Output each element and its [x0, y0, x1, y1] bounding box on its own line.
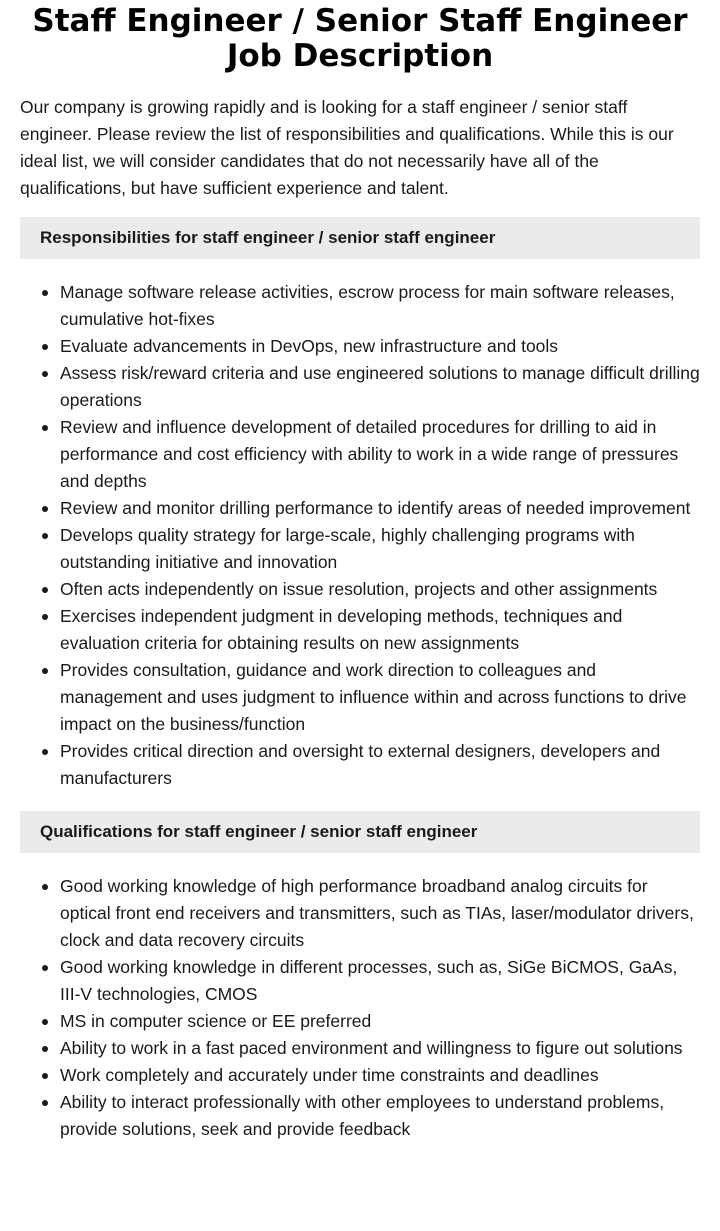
responsibilities-list — [20, 279, 700, 792]
list-item — [60, 333, 700, 360]
list-item-text: Provides consultation, guidance and work direction to colleagues and management and uses judgment to influence within and across functions to drive impact on the business/function — [60, 660, 687, 734]
bullet-icon — [42, 668, 48, 674]
job-description-page — [0, 4, 720, 1143]
list-item — [60, 1008, 700, 1035]
list-item-text: Good working knowledge in different processes, such as, SiGe BiCMOS, GaAs, III-V technologies, CMOS — [60, 957, 678, 1004]
bullet-icon — [42, 614, 48, 620]
list-item — [60, 1089, 700, 1143]
list-item-text: Review and monitor drilling performance to identify areas of needed improvement — [60, 498, 691, 518]
list-item-text: Work completely and accurately under time constraints and deadlines — [60, 1065, 599, 1085]
list-item-text: Review and influence development of detailed procedures for drilling to aid in performance and cost efficiency with ability to work in a wide range of pressures and depths — [60, 417, 679, 491]
bullet-icon — [42, 965, 48, 971]
bullet-icon — [42, 344, 48, 350]
bullet-icon — [42, 587, 48, 593]
list-item-text: Ability to interact professionally with other employees to understand problems, provide solutions, seek and provide feedback — [60, 1092, 665, 1139]
list-item — [60, 657, 700, 738]
list-item-text: Provides critical direction and oversight to external designers, developers and manufacturers — [60, 741, 661, 788]
list-item-text: Ability to work in a fast paced environment and willingness to figure out solutions — [60, 1038, 683, 1058]
qualifications-list — [20, 873, 700, 1143]
bullet-icon — [42, 506, 48, 512]
responsibilities-heading: Responsibilities for staff engineer / senior staff engineer — [20, 217, 700, 259]
list-item-text: Good working knowledge of high performance broadband analog circuits for optical front end receivers and transmitters, such as TIAs, laser/modulator drivers, clock and data recovery circuits — [60, 876, 694, 950]
list-item — [60, 495, 700, 522]
bullet-icon — [42, 1019, 48, 1025]
list-item-text: Often acts independently on issue resolution, projects and other assignments — [60, 579, 658, 599]
list-item-text: Develops quality strategy for large-scale, highly challenging programs with outstanding initiative and innovation — [60, 525, 635, 572]
intro-paragraph: Our company is growing rapidly and is looking for a staff engineer / senior staff engineer. Please review the list of responsibilities and qualifications. While this is our ideal list, we will consider candidates that do not necessarily have all of the qualifications, but have sufficient experience and talent. — [20, 97, 674, 198]
bullet-icon — [42, 425, 48, 431]
list-item — [60, 1035, 700, 1062]
list-item — [60, 873, 700, 954]
bullet-icon — [42, 533, 48, 539]
list-item — [60, 1062, 700, 1089]
list-item-text: MS in computer science or EE preferred — [60, 1011, 372, 1031]
bullet-icon — [42, 749, 48, 755]
list-item — [60, 522, 700, 576]
list-item-text: Evaluate advancements in DevOps, new infrastructure and tools — [60, 336, 559, 356]
qualifications-heading: Qualifications for staff engineer / senior staff engineer — [20, 811, 700, 853]
bullet-icon — [42, 371, 48, 377]
list-item-text: Assess risk/reward criteria and use engineered solutions to manage difficult drilling operations — [60, 363, 700, 410]
bullet-icon — [42, 290, 48, 296]
bullet-icon — [42, 884, 48, 890]
page-title: Staff Engineer / Senior Staff Engineer Job Description — [32, 3, 688, 74]
bullet-icon — [42, 1100, 48, 1106]
list-item — [60, 279, 700, 333]
list-item — [60, 360, 700, 414]
list-item — [60, 414, 700, 495]
list-item — [60, 603, 700, 657]
bullet-icon — [42, 1046, 48, 1052]
list-item — [60, 954, 700, 1008]
list-item-text: Exercises independent judgment in developing methods, techniques and evaluation criteria for obtaining results on new assignments — [60, 606, 623, 653]
list-item — [60, 738, 700, 792]
list-item-text: Manage software release activities, escrow process for main software releases, cumulative hot-fixes — [60, 282, 675, 329]
bullet-icon — [42, 1073, 48, 1079]
list-item — [60, 576, 700, 603]
